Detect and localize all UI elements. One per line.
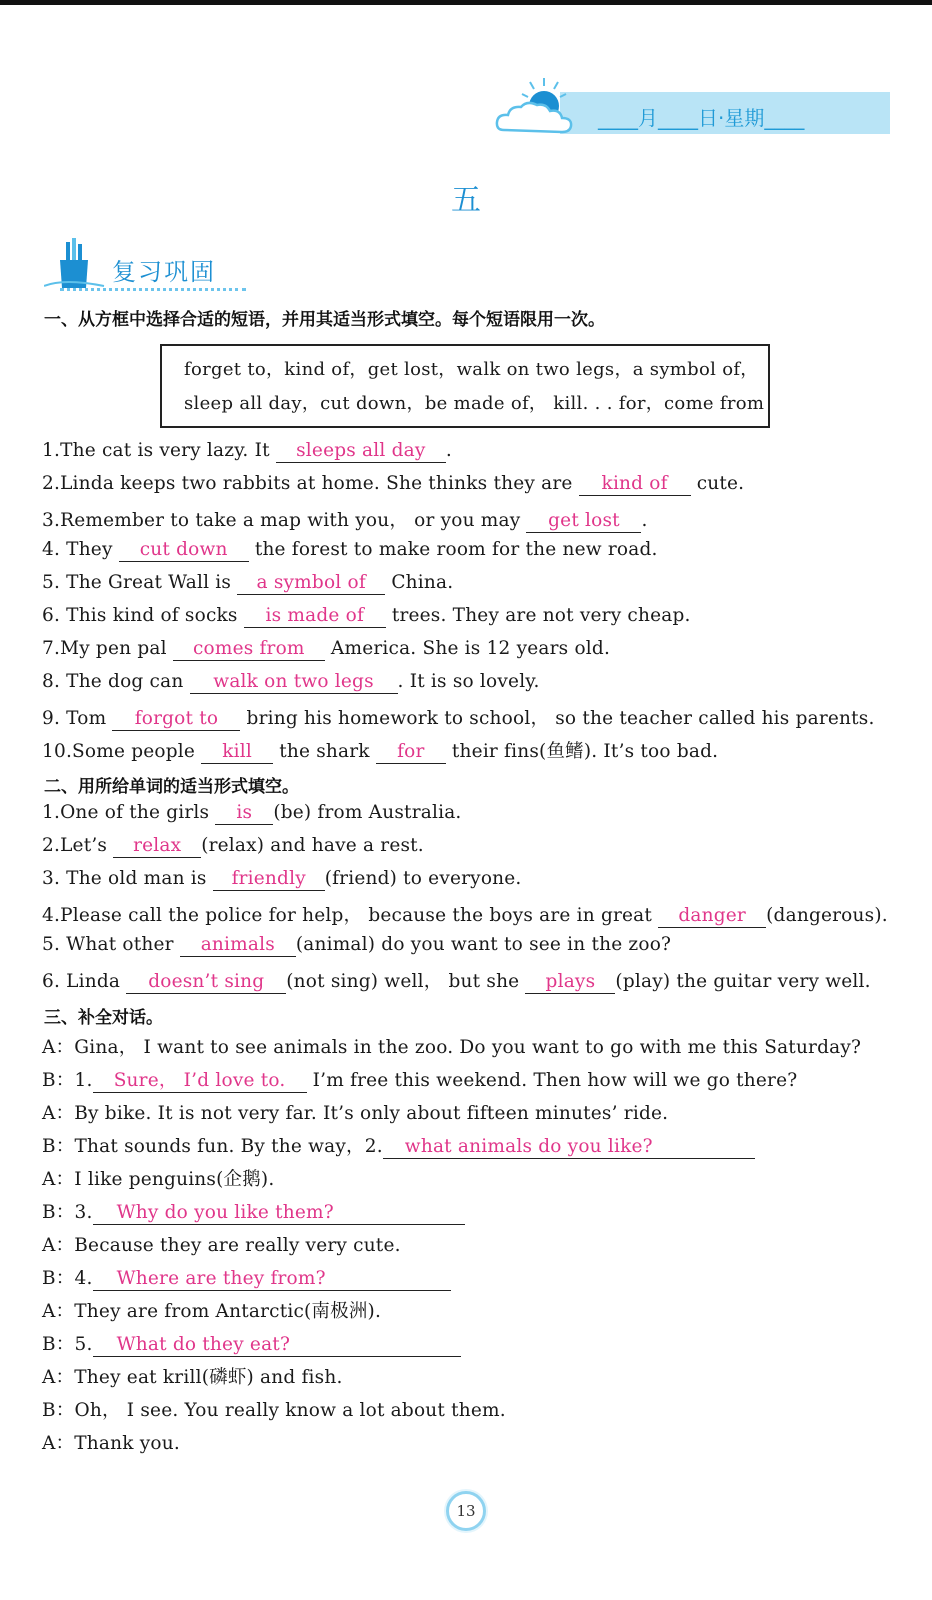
question-number: 1. bbox=[42, 440, 61, 461]
dialogue-line bbox=[42, 1198, 465, 1225]
question-text: (friend) to everyone. bbox=[324, 868, 522, 889]
question-text: Some people bbox=[72, 741, 196, 762]
question-number: 2. bbox=[42, 473, 61, 494]
answer-blank: plays bbox=[525, 971, 615, 994]
dialogue-line bbox=[42, 1330, 461, 1357]
top-border bbox=[0, 0, 932, 5]
question-s1-2 bbox=[42, 473, 744, 496]
dialogue-text: That sounds fun. By the way，2. bbox=[74, 1136, 383, 1157]
phrase-box-line: forget to，kind of，get lost，walk on two legs，a symbol of， bbox=[184, 359, 759, 380]
phrase-box bbox=[160, 344, 770, 428]
dialogue-text: They eat krill(磷虾) and fish. bbox=[74, 1367, 343, 1388]
dialogue-text: They are from Antarctic(南极洲). bbox=[74, 1301, 382, 1322]
question-text: the forest to make room for the new road. bbox=[254, 539, 658, 560]
question-text: Let’s bbox=[60, 835, 108, 856]
question-text: This kind of socks bbox=[66, 605, 238, 626]
question-text: trees. They are not very cheap. bbox=[391, 605, 691, 626]
question-s1-7 bbox=[42, 638, 610, 661]
question-text: The dog can bbox=[66, 671, 184, 692]
speaker-label: A： bbox=[42, 1103, 75, 1124]
answer-blank: sleeps all day bbox=[276, 440, 446, 463]
question-number: 1. bbox=[42, 802, 61, 823]
question-text: What other bbox=[66, 934, 174, 955]
question-text: bring his homework to school， so the teacher called his parents. bbox=[246, 708, 875, 729]
question-text: The cat is very lazy. It bbox=[60, 440, 270, 461]
dialogue-line bbox=[42, 1066, 797, 1093]
question-s2-2 bbox=[42, 835, 424, 858]
question-s1-10 bbox=[42, 737, 718, 764]
dialogue-line bbox=[42, 1363, 343, 1389]
question-number: 4. bbox=[42, 539, 61, 560]
question-number: 6. bbox=[42, 971, 61, 992]
question-s1-6 bbox=[42, 605, 691, 628]
answer-blank: What do they eat? bbox=[93, 1334, 461, 1357]
speaker-label: A： bbox=[42, 1367, 75, 1388]
dialogue-line bbox=[42, 1033, 861, 1059]
dialogue-line bbox=[42, 1231, 401, 1257]
speaker-label: A： bbox=[42, 1433, 75, 1454]
answer-blank: kind of bbox=[579, 473, 691, 496]
dialogue-text: 3. bbox=[74, 1202, 93, 1223]
question-text: The Great Wall is bbox=[66, 572, 232, 593]
answer-blank: Where are they from? bbox=[93, 1268, 451, 1291]
speaker-label: A： bbox=[42, 1169, 75, 1190]
question-number: 9. bbox=[42, 708, 61, 729]
dialogue-text: I’m free this weekend. Then how will we go there? bbox=[312, 1070, 798, 1091]
dialogue-line bbox=[42, 1297, 381, 1323]
dialogue-text: 1. bbox=[74, 1070, 93, 1091]
question-text: (animal) do you want to see in the zoo? bbox=[295, 934, 672, 955]
question-text: The old man is bbox=[66, 868, 207, 889]
question-number: 5. bbox=[42, 572, 61, 593]
speaker-label: B： bbox=[42, 1268, 75, 1289]
question-number: 10. bbox=[42, 741, 73, 762]
pencil-cup-icon bbox=[44, 238, 108, 290]
answer-blank: kill bbox=[201, 741, 273, 764]
question-number: 7. bbox=[42, 638, 61, 659]
question-text: My pen pal bbox=[60, 638, 167, 659]
question-text: Tom bbox=[66, 708, 107, 729]
question-text: (play) the guitar very well. bbox=[615, 971, 871, 992]
question-text: Linda keeps two rabbits at home. She thinks they are bbox=[60, 473, 573, 494]
question-text: . bbox=[445, 440, 452, 461]
question-text: cute. bbox=[696, 473, 745, 494]
dialogue-text: 5. bbox=[74, 1334, 93, 1355]
question-number: 4. bbox=[42, 905, 61, 926]
question-s1-3 bbox=[42, 506, 648, 533]
phrase-box-line: sleep all day，cut down，be made of， kill. . . for，come from bbox=[184, 393, 765, 414]
answer-blank: a symbol of bbox=[237, 572, 385, 595]
question-number: 5. bbox=[42, 934, 61, 955]
answer-blank: danger bbox=[658, 905, 766, 928]
question-text: . It is so lovely. bbox=[397, 671, 540, 692]
dialogue-line bbox=[42, 1165, 274, 1191]
speaker-label: B： bbox=[42, 1070, 75, 1091]
section3-heading: 三、补全对话。 bbox=[44, 1008, 163, 1028]
answer-blank: Why do you like them? bbox=[93, 1202, 465, 1225]
answer-blank: cut down bbox=[119, 539, 249, 562]
dialogue-line bbox=[42, 1429, 180, 1455]
question-text: (dangerous). bbox=[766, 905, 888, 926]
question-s1-4 bbox=[42, 539, 658, 562]
question-text: They bbox=[66, 539, 113, 560]
speaker-label: A： bbox=[42, 1301, 75, 1322]
question-text: the shark bbox=[279, 741, 370, 762]
section2-heading: 二、用所给单词的适当形式填空。 bbox=[44, 777, 299, 797]
dialogue-line bbox=[42, 1132, 755, 1159]
dialogue-text: Oh， I see. You really know a lot about them. bbox=[74, 1400, 506, 1421]
speaker-label: B： bbox=[42, 1202, 75, 1223]
answer-blank: doesn’t sing bbox=[126, 971, 286, 994]
answer-blank: is made of bbox=[244, 605, 386, 628]
answer-blank: walk on two legs bbox=[190, 671, 398, 694]
date-line: ____月____日·星期____ bbox=[598, 106, 805, 130]
speaker-label: A： bbox=[42, 1037, 75, 1058]
dialogue-line bbox=[42, 1099, 668, 1125]
dialogue-line bbox=[42, 1396, 506, 1422]
speaker-label: B： bbox=[42, 1334, 75, 1355]
question-text: China. bbox=[391, 572, 454, 593]
section1-heading: 一、从方框中选择合适的短语，并用其适当形式填空。每个短语限用一次。 bbox=[44, 310, 605, 330]
question-text: Please call the police for help， because the boys are in great bbox=[60, 905, 653, 926]
question-text: One of the girls bbox=[60, 802, 210, 823]
question-text: Linda bbox=[66, 971, 121, 992]
question-s1-9 bbox=[42, 704, 875, 731]
question-s2-5 bbox=[42, 934, 671, 957]
answer-blank: animals bbox=[180, 934, 296, 957]
review-title: 复习巩固 bbox=[112, 258, 216, 286]
question-s2-1 bbox=[42, 802, 462, 825]
question-number: 6. bbox=[42, 605, 61, 626]
question-text: Remember to take a map with you， or you may bbox=[60, 510, 521, 531]
speaker-label: A： bbox=[42, 1235, 75, 1256]
answer-blank: for bbox=[376, 741, 446, 764]
answer-blank: forgot to bbox=[112, 708, 240, 731]
answer-blank: Sure， I’d love to. bbox=[93, 1070, 307, 1093]
question-text: their fins(鱼鳍). It’s too bad. bbox=[451, 741, 719, 762]
answer-blank: what animals do you like? bbox=[383, 1136, 755, 1159]
question-s1-5 bbox=[42, 572, 453, 595]
question-number: 3. bbox=[42, 868, 61, 889]
answer-blank: relax bbox=[113, 835, 201, 858]
dialogue-text: By bike. It is not very far. It’s only about fifteen minutes’ ride. bbox=[74, 1103, 669, 1124]
answer-blank: is bbox=[215, 802, 273, 825]
answer-blank: friendly bbox=[213, 868, 325, 891]
question-number: 2. bbox=[42, 835, 61, 856]
question-s2-6 bbox=[42, 967, 871, 994]
answer-blank: comes from bbox=[173, 638, 325, 661]
answer-blank: get lost bbox=[526, 510, 641, 533]
question-number: 8. bbox=[42, 671, 61, 692]
unit-title: 五 bbox=[451, 183, 481, 218]
dialogue-text: 4. bbox=[74, 1268, 93, 1289]
question-text: (relax) and have a rest. bbox=[201, 835, 424, 856]
question-text: (be) from Australia. bbox=[273, 802, 462, 823]
question-number: 3. bbox=[42, 510, 61, 531]
dialogue-text: I like penguins(企鹅). bbox=[74, 1169, 275, 1190]
question-text: (not sing) well， but she bbox=[286, 971, 520, 992]
question-s2-4 bbox=[42, 901, 888, 928]
page-number: 13 bbox=[446, 1491, 486, 1531]
dialogue-text: Because they are really very cute. bbox=[74, 1235, 401, 1256]
dialogue-line bbox=[42, 1264, 451, 1291]
review-underline bbox=[60, 288, 246, 291]
dialogue-text: Thank you. bbox=[74, 1433, 180, 1454]
question-text: . bbox=[641, 510, 648, 531]
question-s1-1 bbox=[42, 440, 452, 463]
sun-cloud-icon bbox=[494, 76, 580, 138]
dialogue-text: Gina， I want to see animals in the zoo. Do you want to go with me this Saturday? bbox=[74, 1037, 862, 1058]
question-s1-8 bbox=[42, 671, 540, 694]
question-s2-3 bbox=[42, 868, 522, 891]
question-text: America. She is 12 years old. bbox=[330, 638, 611, 659]
speaker-label: B： bbox=[42, 1400, 75, 1421]
speaker-label: B： bbox=[42, 1136, 75, 1157]
